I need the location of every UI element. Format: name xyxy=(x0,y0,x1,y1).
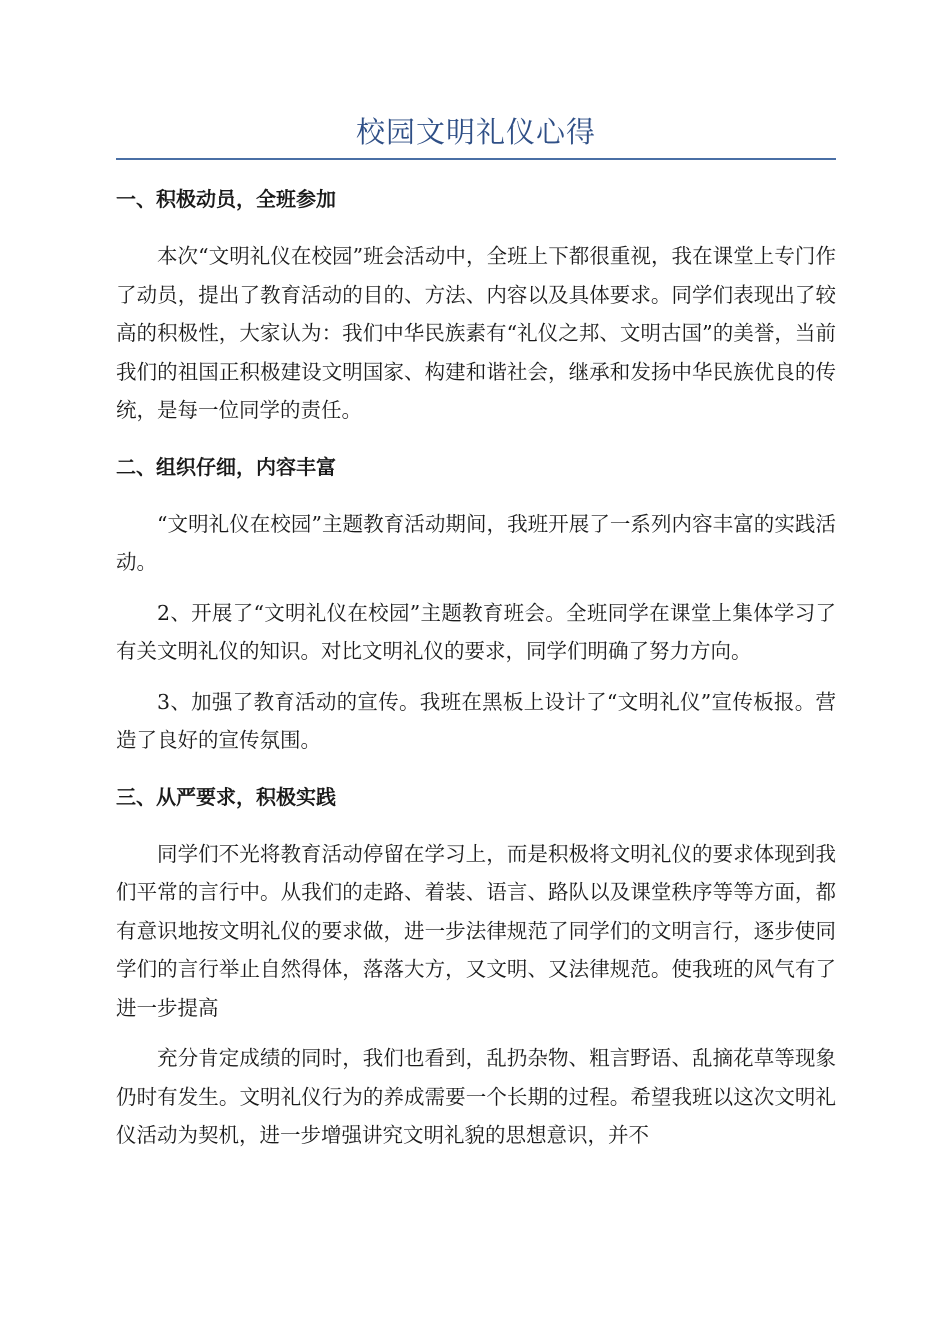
paragraph: 3、加强了教育活动的宣传。我班在黑板上设计了“文明礼仪”宣传板报。营造了良好的宣传氛围。 xyxy=(116,689,836,752)
section-heading-1: 一、积极动员，全班参加 xyxy=(116,187,336,211)
paragraph: 本次“文明礼仪在校园”班会活动中，全班上下都很重视，我在课堂上专门作了动员，提出了教育活动的目的、方法、内容以及具体要求。同学们表现出了较高的积极性，大家认为：我们中华民族素有“礼仪之邦、文明古国”的美誉，当前我们的祖国正积极建设文明国家、构建和谐社会，继承和发扬中华民族优良的传统，是每一位同学的责任。 xyxy=(116,244,836,422)
paragraph: 充分肯定成绩的同时，我们也看到，乱扔杂物、粗言野语、乱摘花草等现象仍时有发生。文明礼仪行为的养成需要一个长期的过程。希望我班以这次文明礼仪活动为契机，进一步增强讲究文明礼貌的思想意识，并不 xyxy=(116,1046,836,1147)
paragraph: “文明礼仪在校园”主题教育活动期间，我班开展了一系列内容丰富的实践活动。 xyxy=(116,511,836,574)
paragraph: 2、开展了“文明礼仪在校园”主题教育班会。全班同学在课堂上集体学习了有关文明礼仪的知识。对比文明礼仪的要求，同学们明确了努力方向。 xyxy=(116,600,836,663)
section-heading-3: 三、从严要求，积极实践 xyxy=(116,784,336,809)
document-page xyxy=(116,112,836,1155)
section-heading-2: 二、组织仔细，内容丰富 xyxy=(116,454,336,479)
page-title: 校园文明礼仪心得 xyxy=(116,112,836,160)
paragraph: 同学们不光将教育活动停留在学习上，而是积极将文明礼仪的要求体现到我们平常的言行中。从我们的走路、着装、语言、路队以及课堂秩序等等方面，都有意识地按文明礼仪的要求做，进一步法律规范了同学们的文明言行，逐步使同学们的言行举止自然得体，落落大方，又文明、又法律规范。使我班的风气有了进一步提高 xyxy=(116,841,836,1020)
